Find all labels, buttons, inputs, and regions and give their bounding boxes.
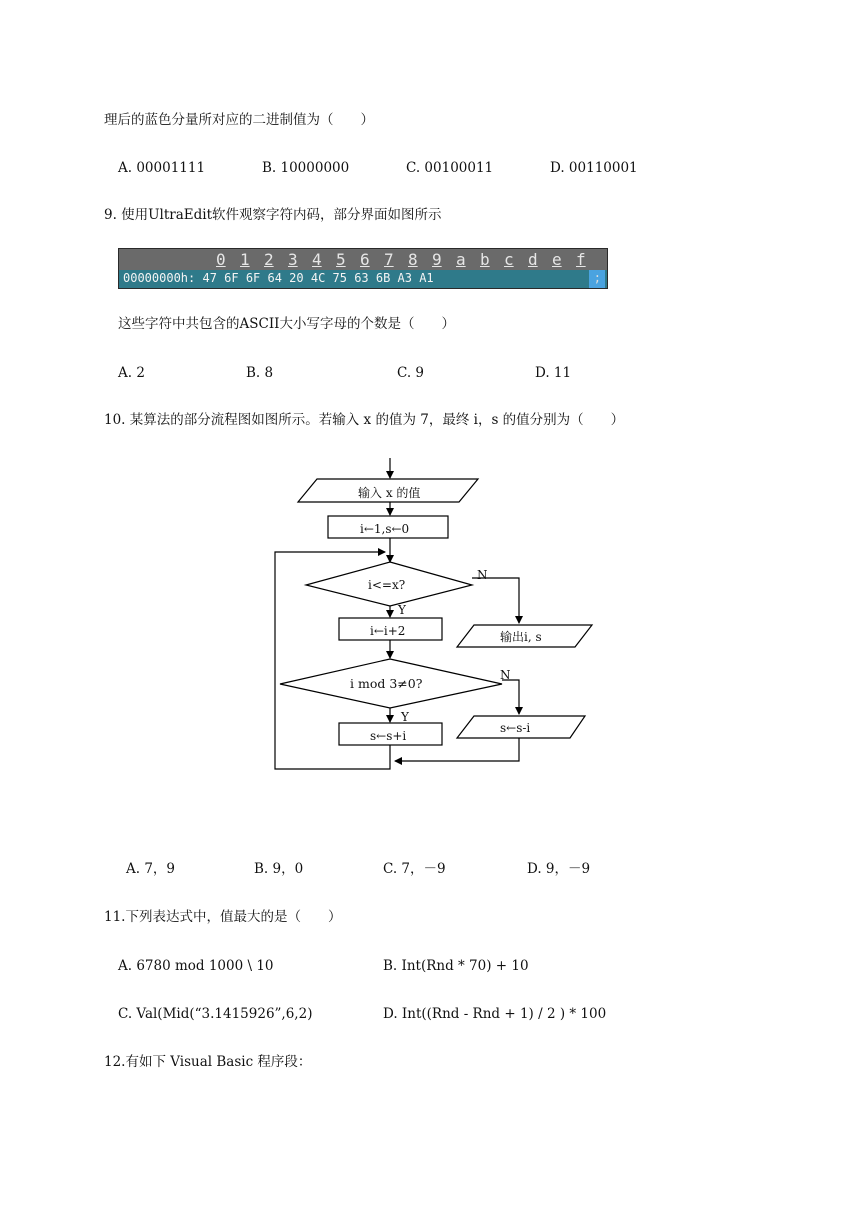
flow-output-label: 输出i, s bbox=[500, 630, 542, 644]
flow-init-label: i←1,s←0 bbox=[360, 522, 410, 536]
hex-col-4: 4 bbox=[312, 250, 322, 269]
hex-col-3: 3 bbox=[288, 250, 298, 269]
hex-col-1: 1 bbox=[240, 250, 250, 269]
flow-y-label-2: Y bbox=[401, 710, 409, 724]
q9-option-a: A. 2 bbox=[118, 365, 145, 381]
flow-add-label: s←s+i bbox=[370, 729, 407, 743]
flow-cond2-label: i mod 3≠0? bbox=[350, 676, 423, 691]
q8-option-b: B. 10000000 bbox=[262, 160, 350, 176]
hex-col-d: d bbox=[528, 250, 538, 269]
q10-option-b: B. 9，0 bbox=[254, 861, 304, 877]
hex-col-6: 6 bbox=[360, 250, 370, 269]
flow-cond1-label: i<=x? bbox=[368, 578, 406, 592]
q12-stem: 12.有如下 Visual Basic 程序段： bbox=[104, 1054, 312, 1070]
flow-n-label-1: N bbox=[477, 568, 488, 582]
flow-y-label-1: Y bbox=[398, 603, 406, 617]
hex-col-a: a bbox=[456, 250, 466, 269]
q10-option-c: C. 7，－9 bbox=[383, 861, 446, 877]
q9-question: 这些字符中共包含的ASCII大小写字母的个数是（ ） bbox=[118, 316, 455, 332]
q10-option-d: D. 9，－9 bbox=[527, 861, 591, 877]
q10-option-a: A. 7，9 bbox=[126, 861, 176, 877]
hex-row-end: ; bbox=[593, 271, 601, 285]
hex-col-2: 2 bbox=[264, 250, 274, 269]
q9-option-d: D. 11 bbox=[535, 365, 572, 381]
q11-option-c: C. Val(Mid(“3.1415926”,6,2) bbox=[118, 1006, 313, 1022]
q11-option-b: B. Int(Rnd * 70) + 10 bbox=[383, 958, 529, 974]
q10-stem: 10. 某算法的部分流程图如图所示。若输入 x 的值为 7，最终 i，s 的值分别为（ ） bbox=[104, 412, 625, 428]
hex-col-f: f bbox=[576, 250, 586, 269]
q11-option-a: A. 6780 mod 1000 \ 10 bbox=[118, 958, 274, 974]
hex-col-b: b bbox=[480, 250, 490, 269]
hex-col-0: 0 bbox=[216, 250, 226, 269]
q9-stem: 9. 使用UltraEdit软件观察字符内码，部分界面如图所示 bbox=[104, 207, 442, 223]
flow-sub-label: s←s-i bbox=[500, 721, 531, 735]
hex-col-7: 7 bbox=[384, 250, 394, 269]
q8-stem: 理后的蓝色分量所对应的二进制值为（ ） bbox=[104, 112, 374, 128]
q8-option-a: A. 00001111 bbox=[118, 160, 206, 176]
flow-n-label-2: N bbox=[500, 668, 511, 682]
hex-col-c: c bbox=[504, 250, 514, 269]
q11-stem: 11.下列表达式中，值最大的是（ ） bbox=[104, 909, 342, 925]
q8-option-c: C. 00100011 bbox=[406, 160, 494, 176]
q9-option-c: C. 9 bbox=[397, 365, 425, 381]
flow-inc-label: i←i+2 bbox=[370, 624, 406, 638]
q8-option-d: D. 00110001 bbox=[550, 160, 638, 176]
flow-input-label: 输入 x 的值 bbox=[358, 486, 421, 500]
hex-col-9: 9 bbox=[432, 250, 442, 269]
hex-col-e: e bbox=[552, 250, 562, 269]
q11-option-d: D. Int((Rnd - Rnd + 1) / 2 ) * 100 bbox=[383, 1006, 607, 1022]
hex-col-8: 8 bbox=[408, 250, 418, 269]
hex-col-5: 5 bbox=[336, 250, 346, 269]
q9-option-b: B. 8 bbox=[246, 365, 274, 381]
hex-data-text: 00000000h: 47 6F 6F 64 20 4C 75 63 6B A3 A1 bbox=[123, 271, 434, 285]
